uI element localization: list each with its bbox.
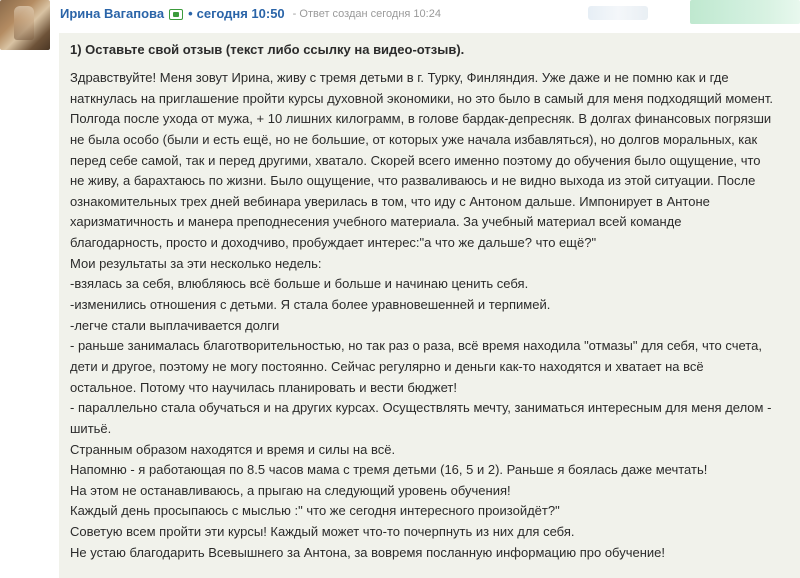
online-status-icon: [169, 9, 183, 20]
answer-line: Не устаю благодарить Всевышнего за Антона, за вовремя посланную информацию про обучение!: [70, 544, 665, 560]
answer-line: Каждый день просыпаюсь с мыслью :" что же сегодня интересного произойдёт?": [70, 503, 560, 519]
answer-line: дети и другое, поэтому не могу постоянно. Сейчас регулярно и деньги как-то находятся и хватает на всё: [70, 358, 704, 374]
question-title: 1) Оставьте свой отзыв (текст либо ссылку на видео-отзыв).: [70, 42, 465, 57]
answer-line: Советую всем пройти эти курсы! Каждый может что-то почерпнуть из них для себя.: [70, 524, 575, 540]
answer-line: не была особо (были и есть ещё, но не большие, от которых уже начала избавляться), но долгов моральных, как: [70, 131, 758, 147]
redacted-badge: [690, 0, 800, 24]
answer-text: [70, 68, 798, 563]
created-note: - Ответ создан сегодня 10:24: [292, 8, 441, 20]
answer-line: Напомню - я работающая по 8.5 часов мама с тремя детьми (16, 5 и 2). Раньше я боялась даже мечтать!: [70, 462, 708, 478]
answer-line: перед себе самой, так и перед другими, хватало. Скорей всего именно поэтому до обучения было ощущение, что: [70, 152, 761, 168]
answer-line: наткнулась на приглашение пройти курсы духовной экономики, но это было в самый для меня подходящий момент.: [70, 90, 773, 106]
author-name[interactable]: Ирина Вагапова: [60, 6, 165, 21]
answer-line: На этом не останавливаюсь, а прыгаю на следующий уровень обучения!: [70, 482, 511, 498]
answer-line: -взялась за себя, влюбляюсь всё больше и больше и начинаю ценить себя.: [70, 276, 529, 292]
redacted-area: [588, 6, 648, 20]
answer-line: - параллельно стала обучаться и на других курсах. Осуществлять мечту, заниматься интересным для меня делом -: [70, 400, 772, 416]
answer-line: Мои результаты за эти несколько недель:: [70, 255, 322, 271]
answer-line: харизматичность и манера преподнесения учебного материала. За учебный материал всей команде: [70, 214, 682, 230]
answer-line: ознакомительных трех дней вебинара уверилась в том, что иду с Антоном дальше. Импонирует в Антоне: [70, 193, 710, 209]
answer-line: -легче стали выплачивается долги: [70, 317, 280, 333]
answer-line: шитьё.: [70, 420, 112, 436]
answer-line: - раньше занималась благотворительностью, но так раз о раза, всё время находила "отмазы" для себя, что счета,: [70, 338, 762, 354]
answer-line: Странным образом находятся и время и силы на всё.: [70, 441, 396, 457]
avatar[interactable]: [0, 0, 50, 50]
answer-line: благодарность, просто и доходчиво, пробуждает интерес:"а что же дальше? что ещё?": [70, 235, 597, 251]
answer-line: не живу, а барахтаюсь по жизни. Было ощущение, что разваливаюсь и не видно выхода из этой ситуации. После: [70, 173, 756, 189]
answer-line: Полгода после ухода от мужа, + 10 лишних килограмм, в голове бардак-депресняк. В долгах финансовых погрязши: [70, 111, 772, 127]
answer-line: остальное. Потому что научилась планировать и вести бюджет!: [70, 379, 457, 395]
comment-time[interactable]: сегодня 10:50: [196, 6, 285, 21]
answer-line: -изменились отношения с детьми. Я стала более уравновешенней и терпимей.: [70, 297, 551, 313]
separator-dot: •: [188, 6, 193, 21]
comment-header: [60, 5, 441, 23]
answer-line: Здравствуйте! Меня зовут Ирина, живу с тремя детьми в г. Турку, Финляндия. Уже даже и не помню как и где: [70, 70, 729, 85]
